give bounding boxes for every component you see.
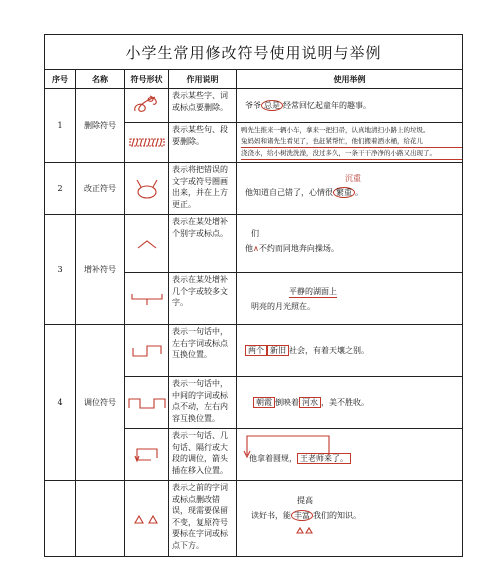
row-number: 4 (45, 325, 76, 481)
replacement-word: 提高 (297, 496, 313, 505)
example-text: ，美不胜收。 (321, 398, 369, 407)
row-name: 删除符号 (76, 89, 125, 163)
swap-word: 朝霞 (253, 397, 275, 408)
insert-bracket-icon (127, 290, 167, 308)
correction-circle-icon (127, 176, 167, 202)
correction-word: 沉重 (345, 174, 361, 183)
example-cell (237, 163, 463, 215)
inserted-char: 们 (251, 229, 259, 238)
header-function: 作用说明 (169, 70, 237, 89)
example-text: 他 (245, 244, 253, 253)
restore-triangles-icon (127, 512, 167, 526)
example-text: 社会，有着天壤之别。 (289, 346, 369, 355)
wrong-word: 繁重 (333, 187, 355, 198)
example-cell (237, 89, 463, 123)
function-text: 表示将把错误的文字或符号圈画出来，并在上方更正。 (169, 163, 237, 215)
example-text: 。 (355, 188, 363, 197)
header-number: 序号 (45, 70, 76, 89)
restore-symbol-cell (125, 481, 169, 557)
function-text: 表示之前的字词或标点删改错误，现需要保留不变，复原符号要标在字词或标点下方。 (169, 481, 237, 557)
insert-text-symbol-cell (125, 273, 169, 325)
row-name: 增补符号 (76, 215, 125, 325)
example-text: 。 (307, 302, 315, 311)
row-name (76, 481, 125, 557)
function-text: 表示某些字、词或标点要删除。 (169, 89, 237, 123)
row-number: 1 (45, 89, 76, 163)
insert-char-symbol-cell (125, 215, 169, 273)
delete-sentence-symbol-cell (125, 123, 169, 163)
example-cell: 们 他∧不约而同地奔向操场。 (237, 215, 463, 273)
inserted-text: 平静的湖面上 (289, 287, 337, 296)
example-cell (237, 325, 463, 377)
row-number: 2 (45, 163, 76, 215)
example-text: 明亮的月光照在 (251, 302, 307, 311)
move-arrow-icon (127, 444, 167, 466)
example-text: 不约而同地奔向操场。 (258, 244, 339, 253)
function-text: 表示一句话中，左右字词或标点互换位置。 (169, 325, 237, 377)
row-name: 改正符号 (76, 163, 125, 215)
example-text: 他拿着圆规， (249, 454, 297, 463)
example-line-deleted: 浇浇水，给小树洗洗澡，没过多久，一条干干净净的小路又出现了。 (241, 148, 462, 160)
example-text: 爷爷 (245, 101, 261, 110)
swap-around-symbol-cell (125, 377, 169, 429)
delete-word-symbol-cell (125, 89, 169, 123)
moved-sentence: 王老师来了。 (297, 453, 351, 464)
example-line-deleted: 兔妈妈和诸先生看见了，也赶紧帮忙，他们搬着洒水桶，给花儿 (241, 136, 462, 148)
header-shape: 符号形状 (125, 70, 169, 89)
example-text: 读好书，能 (251, 511, 291, 520)
move-symbol-cell (125, 429, 169, 481)
swap-word: 河水 (299, 397, 321, 408)
header-example: 使用举例 (237, 70, 463, 89)
caret-icon (127, 237, 167, 251)
function-text: 表示某些句、段要删除。 (169, 123, 237, 163)
function-text: 表示一句话、几句话、隔行或大段的调位，箭头插在移入位置。 (169, 429, 237, 481)
delete-loop-icon (127, 93, 167, 119)
deleted-word: 总是 (261, 100, 283, 111)
example-text: 我们的知识。 (313, 511, 361, 520)
header-row (45, 70, 463, 89)
row-name: 调位符号 (76, 325, 125, 481)
delete-hatch-icon (127, 136, 167, 150)
correction-symbols-table (44, 34, 463, 557)
example-cell (237, 481, 463, 557)
example-text: 倒映着 (275, 398, 299, 407)
swap-around-icon (126, 394, 168, 412)
page-title: 小学生常用修改符号使用说明与举例 (45, 35, 463, 70)
example-cell (237, 429, 463, 481)
example-cell (237, 273, 463, 325)
example-line: 鸭先生推来一辆小车，拿来一把扫帚，认真地清扫小路上的垃圾。 (241, 126, 430, 134)
example-cell (237, 123, 463, 163)
swap-word: 两个 (245, 345, 267, 356)
row-number: 3 (45, 215, 76, 325)
row-number (45, 481, 76, 557)
function-text: 表示一句话中，中间的字词或标点不动，左右内容互换位置。 (169, 377, 237, 429)
correction-symbol-cell (125, 163, 169, 215)
function-text: 表示在某处增补几个字或较多文字。 (169, 273, 237, 325)
header-name: 名称 (76, 70, 125, 89)
example-text: 他知道自己错了，心情很 (245, 188, 333, 197)
swap-word: 新旧 (267, 345, 289, 356)
swap-symbol-cell (125, 325, 169, 377)
function-text: 表示在某处增补个别字或标点。 (169, 215, 237, 273)
restore-mark-icon (295, 525, 315, 535)
swap-icon (127, 342, 167, 360)
restored-word: 丰富 (291, 510, 313, 521)
example-text: 经常回忆起童年的趣事。 (283, 101, 371, 110)
document-table-wrapper (44, 34, 462, 561)
example-cell (237, 377, 463, 429)
